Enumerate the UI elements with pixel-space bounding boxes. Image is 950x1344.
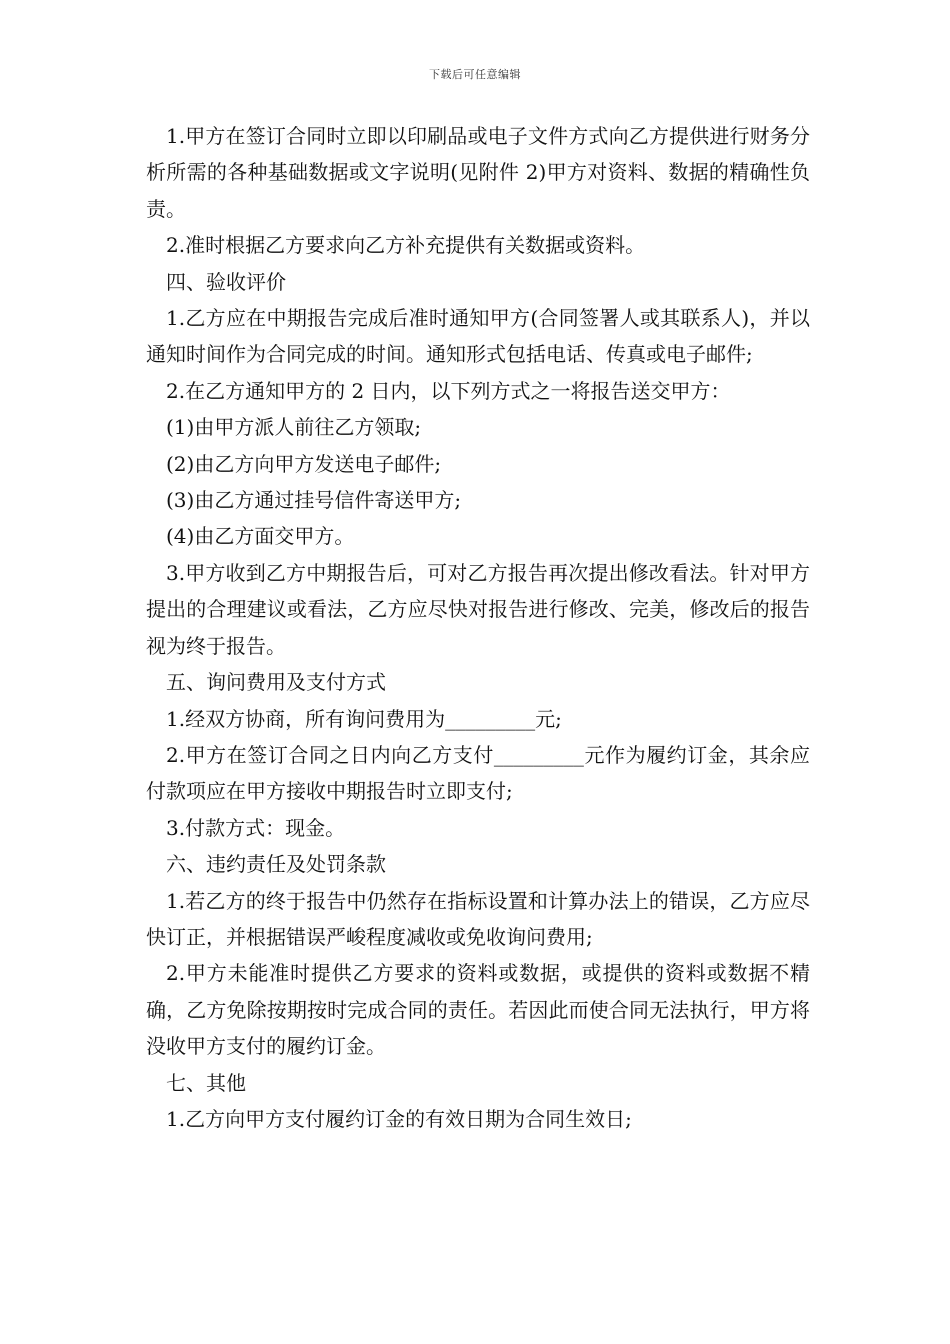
paragraph: 2.甲方未能准时提供乙方要求的资料或数据，或提供的资料或数据不精确，乙方免除按期按时完成合同的责任。若因此而使合同无法执行，甲方将没收甲方支付的履约订金。 — [146, 961, 810, 1059]
paragraph: 1.经双方协商，所有询问费用为_________元; — [166, 706, 562, 731]
paragraph: 1.乙方应在中期报告完成后准时通知甲方(合同签署人或其联系人)，并以通知时间作为合同完成的时间。通知形式包括电话、传真或电子邮件; — [146, 306, 810, 367]
section-heading: 四、验收评价 — [166, 269, 286, 294]
paragraph: 3.甲方收到乙方中期报告后，可对乙方报告再次提出修改看法。针对甲方提出的合理建议或看法，乙方应尽快对报告进行修改、完美，修改后的报告视为终于报告。 — [146, 560, 810, 658]
list-item: (2)由乙方向甲方发送电子邮件; — [166, 451, 442, 476]
section-heading: 六、违约责任及处罚条款 — [166, 852, 386, 877]
paragraph: 2.甲方在签订合同之日内向乙方支付_________元作为履约订金，其余应付款项应在甲方接收中期报告时立即支付; — [146, 742, 810, 804]
list-item: (1)由甲方派人前往乙方领取; — [166, 415, 422, 440]
paragraph: 1.乙方向甲方支付履约订金的有效日期为合同生效日; — [166, 1106, 632, 1131]
document-body — [146, 118, 810, 1137]
paragraph: 2.在乙方通知甲方的 2 日内，以下列方式之一将报告送交甲方： — [166, 378, 731, 403]
section-heading: 五、询问费用及支付方式 — [166, 670, 386, 695]
list-item: (4)由乙方面交甲方。 — [166, 524, 355, 549]
paragraph: 2.准时根据乙方要求向乙方补充提供有关数据或资料。 — [166, 233, 646, 258]
section-heading: 七、其他 — [166, 1070, 246, 1095]
paragraph: 1.甲方在签订合同时立即以印刷品或电子文件方式向乙方提供进行财务分析所需的各种基础数据或文字说明(见附件 2)甲方对资料、数据的精确性负责。 — [146, 124, 810, 221]
list-item: (3)由乙方通过挂号信件寄送甲方; — [166, 488, 462, 513]
paragraph: 1.若乙方的终于报告中仍然存在指标设置和计算办法上的错误，乙方应尽快订正，并根据错误严峻程度减收或免收询问费用; — [146, 888, 810, 949]
paragraph: 3.付款方式：现金。 — [166, 815, 346, 840]
page-header-note: 下载后可任意编辑 — [429, 68, 521, 81]
